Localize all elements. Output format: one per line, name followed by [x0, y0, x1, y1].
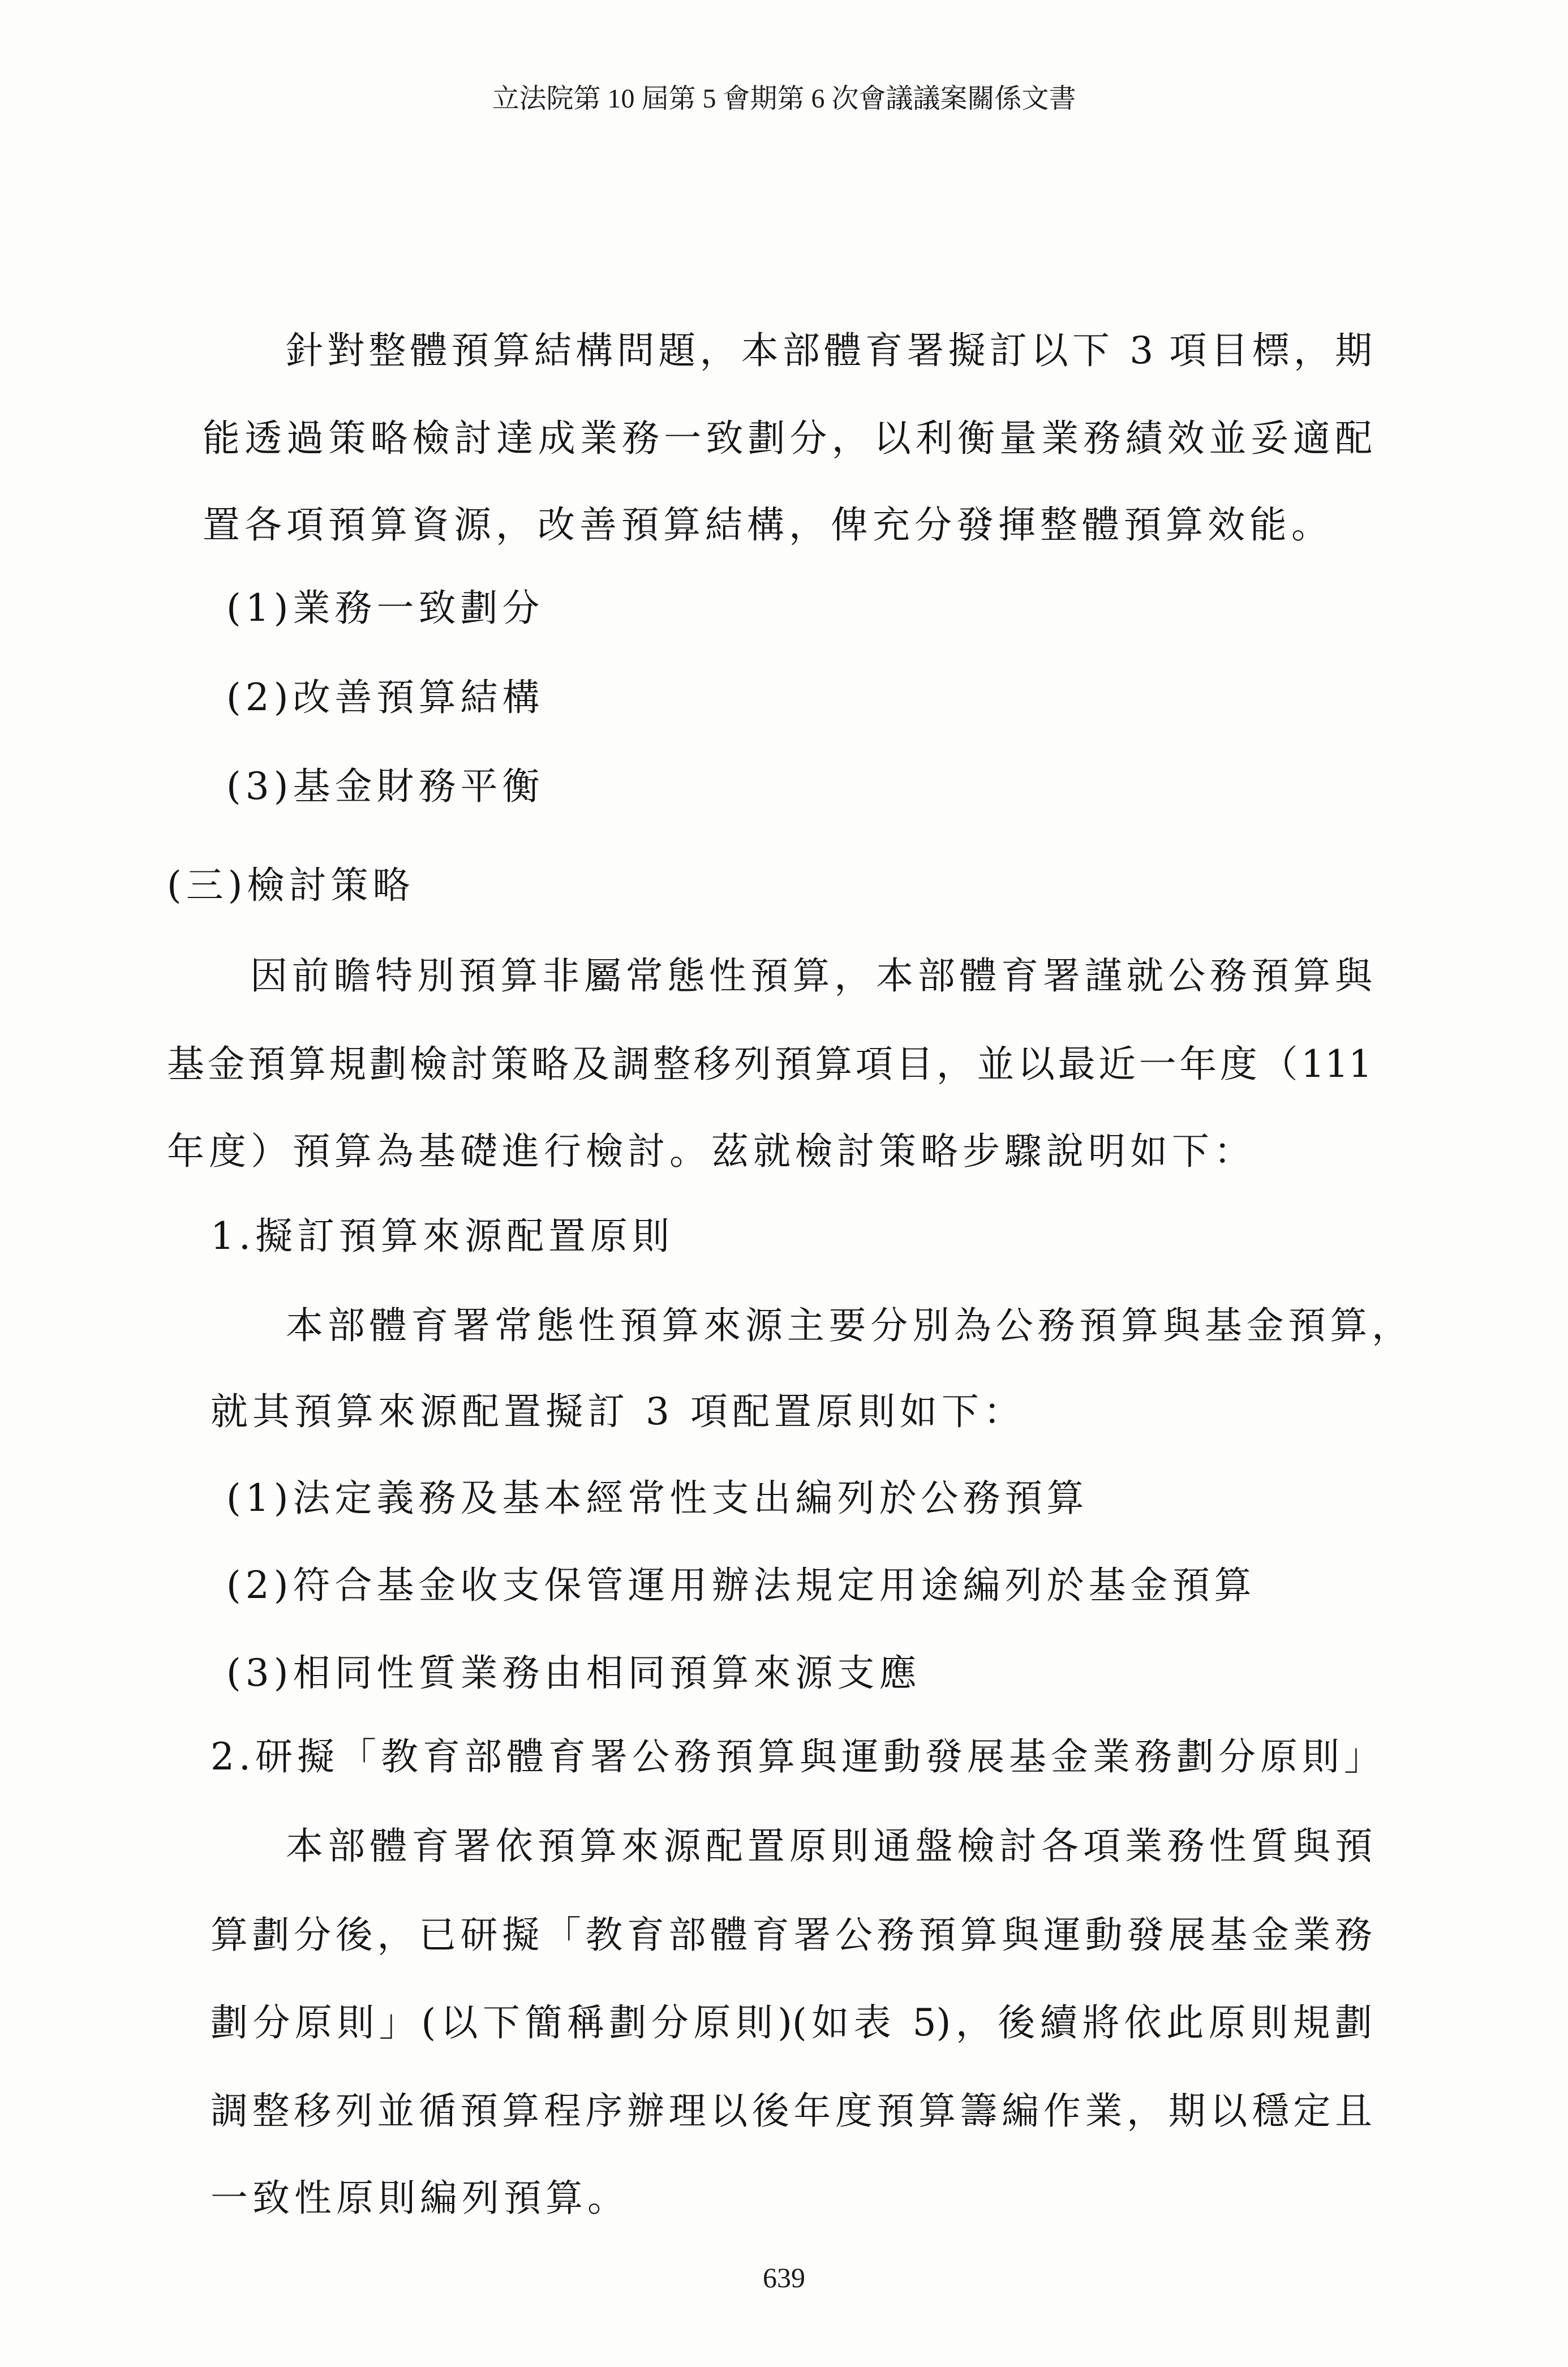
- section-line-2: 基金預算規劃檢討策略及調整移列預算項目，並以最近一年度（111: [167, 1042, 1372, 1086]
- step-2-line-1: 本部體育署依預算來源配置原則通盤檢討各項業務性質與預: [286, 1824, 1372, 1868]
- step-2-line-3: 劃分原則」(以下簡稱劃分原則)(如表 5)，後續將依此原則規劃: [211, 2001, 1372, 2044]
- step-1-line-1: 本部體育署常態性預算來源主要分別為公務預算與基金預算，: [286, 1304, 1409, 1347]
- section-line-3: 年度）預算為基礎進行檢討。茲就檢討策略步驟說明如下：: [167, 1129, 1256, 1173]
- intro-line-2: 能透過策略檢討達成業務一致劃分，以利衡量業務績效並妥適配: [203, 416, 1372, 460]
- step-1-item-2: (2)符合基金收支保管運用辦法規定用途編列於基金預算: [226, 1563, 1256, 1607]
- goal-item-1: (1)業務一致劃分: [226, 586, 544, 630]
- step-1-item-1: (1)法定義務及基本經常性支出編列於公務預算: [226, 1476, 1089, 1520]
- step-2-line-4: 調整移列並循預算程序辦理以後年度預算籌編作業，期以穩定且: [211, 2089, 1372, 2133]
- document-header: 立法院第 10 屆第 5 會期第 6 次會議議案關係文書: [492, 84, 1076, 114]
- intro-line-3: 置各項預算資源，改善預算結構，俾充分發揮整體預算效能。: [203, 503, 1333, 547]
- step-1-heading: 1.擬訂預算來源配置原則: [211, 1214, 674, 1258]
- step-2-heading: 2.研擬「教育部體育署公務預算與運動發展基金業務劃分原則」: [211, 1735, 1386, 1779]
- step-2-line-5: 一致性原則編列預算。: [211, 2176, 629, 2220]
- step-2-line-2: 算劃分後，已研擬「教育部體育署公務預算與運動發展基金業務: [211, 1913, 1372, 1957]
- section-line-1: 因前瞻特別預算非屬常態性預算，本部體育署謹就公務預算與: [250, 954, 1372, 998]
- goal-item-2: (2)改善預算結構: [226, 676, 544, 719]
- step-1-item-3: (3)相同性質業務由相同預算來源支應: [226, 1651, 921, 1695]
- page-number: 639: [763, 2262, 805, 2293]
- intro-line-1: 針對整體預算結構問題，本部體育署擬訂以下 3 項目標，期: [286, 329, 1372, 372]
- step-1-line-2: 就其預算來源配置擬訂 3 項配置原則如下：: [211, 1390, 1025, 1433]
- section-heading: (三)檢討策略: [167, 864, 415, 907]
- goal-item-3: (3)基金財務平衡: [226, 764, 544, 808]
